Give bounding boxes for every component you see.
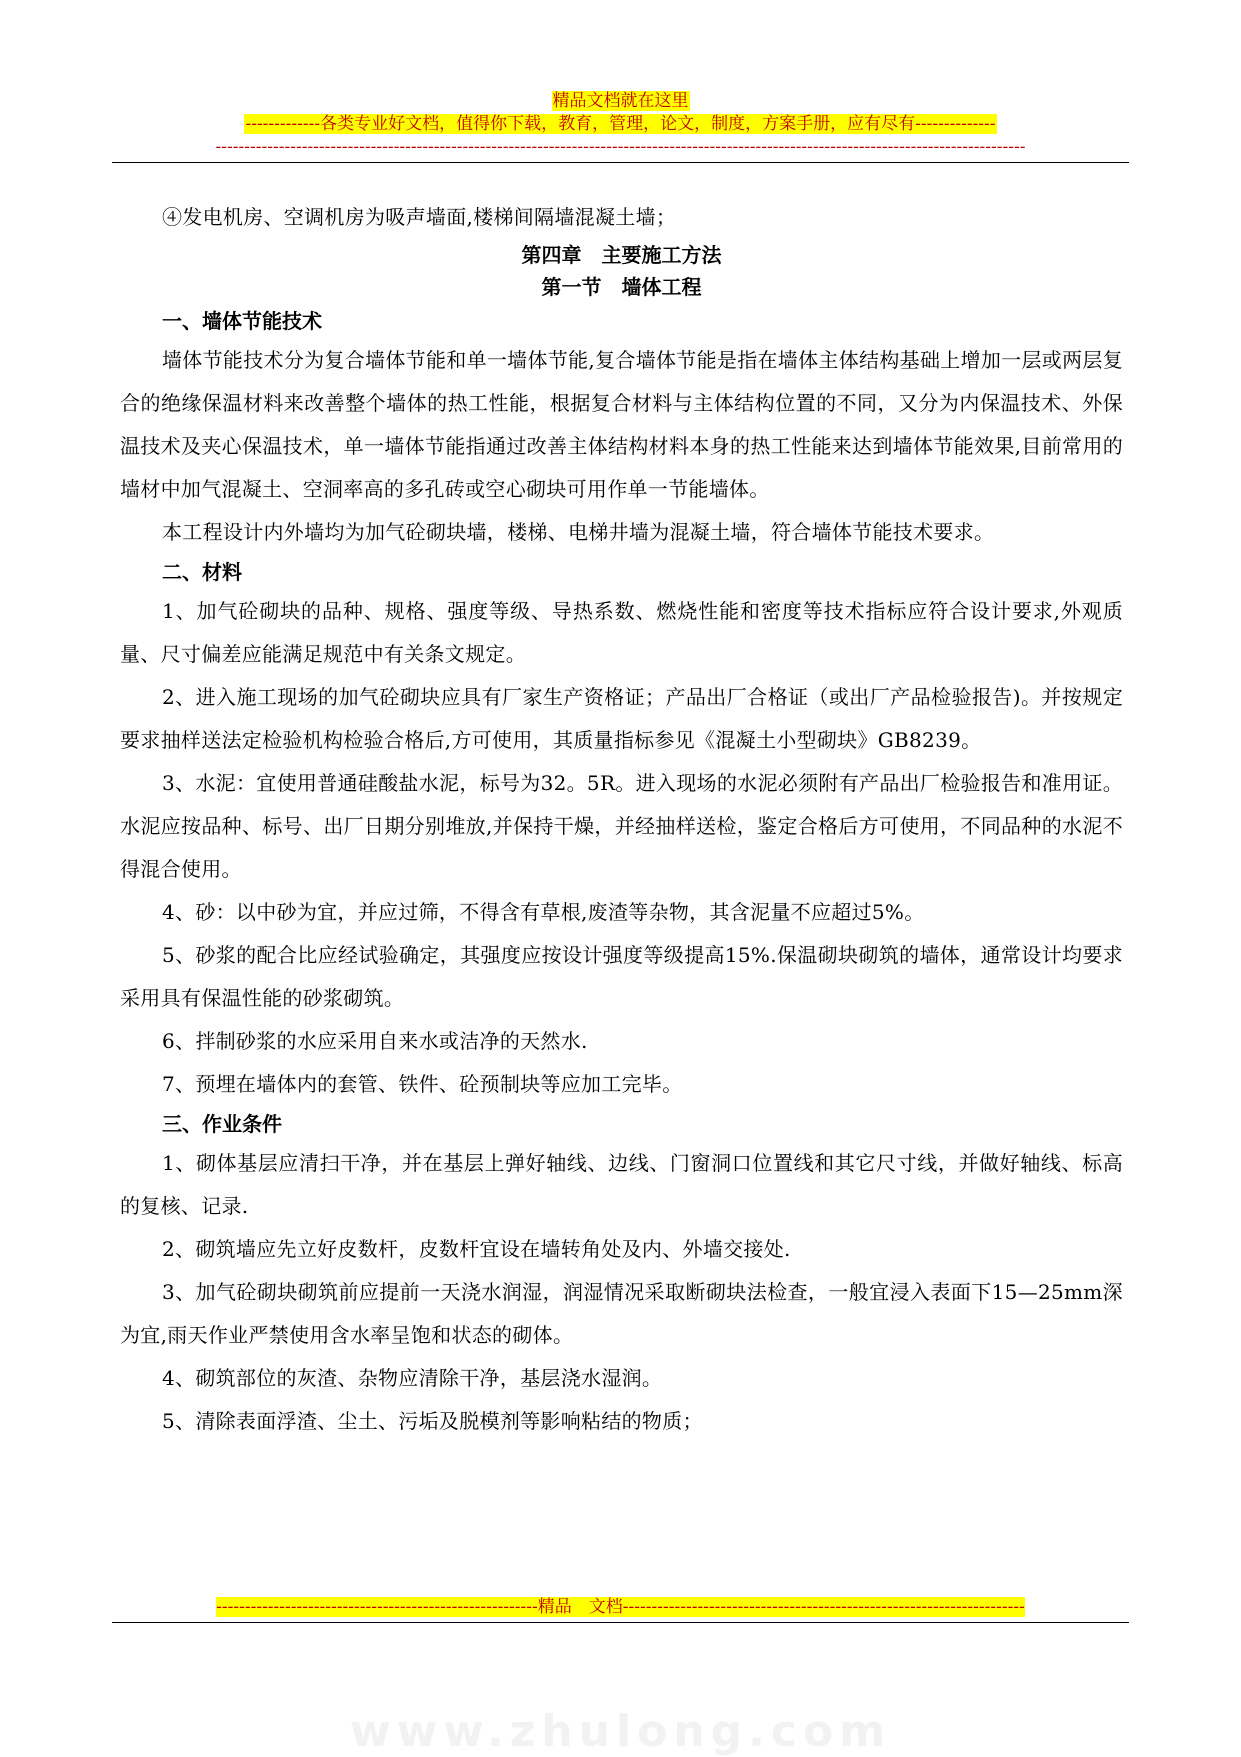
header-dashes-text: --------------------------------------------------------------------------------------------------------------------------------------------- [215,137,1026,157]
condition-item-2: 2、砌筑墙应先立好皮数杆，皮数杆宜设在墙转角处及内、外墙交接处. [162,1237,791,1261]
heading-wall-energy-saving: 一、墙体节能技术 [162,309,322,333]
header-tagline [0,113,1241,135]
footer-banner-text: --------------------------------------------------------精品 文档---------------------------------------------------------------------- [216,1597,1025,1617]
footer-watermark: www.zhulong.com [349,1706,892,1757]
chapter-title: 第四章 主要施工方法 [521,243,722,267]
material-item-4: 4、砂：以中砂为宜，并应过筛，不得含有草根,废渣等杂物，其含泥量不应超过5%。 [162,900,925,924]
document-body [120,196,1123,1443]
material-item-1: 1、加气砼砌块的品种、规格、强度等级、导热系数、燃烧性能和密度等技术指标应符合设计要求,外观质量、尺寸偏差应能满足规范中有关条文规定。 [120,599,1123,666]
material-item-2: 2、进入施工现场的加气砼砌块应具有厂家生产资格证；产品出厂合格证（或出厂产品检验报告)。并按规定要求抽样送法定检验机构检验合格后,方可使用，其质量指标参见《混凝土小型砌块》GB8239。 [120,685,1123,752]
condition-item-3: 3、加气砼砌块砌筑前应提前一天浇水润湿，润湿情况采取断砌块法检查，一般宜浸入表面下15—25mm深为宜,雨天作业严禁使用含水率呈饱和状态的砌体。 [120,1280,1123,1347]
footer-rule [112,1622,1129,1623]
section-title: 第一节 墙体工程 [541,275,702,299]
condition-item-4: 4、砌筑部位的灰渣、杂物应清除干净，基层浇水湿润。 [162,1366,663,1390]
intro-paragraph: ④发电机房、空调机房为吸声墙面,楼梯间隔墙混凝土墙； [162,205,677,229]
material-item-6: 6、拌制砂浆的水应采用自来水或洁净的天然水. [162,1029,588,1053]
paragraph-energy-saving: 墙体节能技术分为复合墙体节能和单一墙体节能,复合墙体节能是指在墙体主体结构基础上增加一层或两层复合的绝缘保温材料来改善整个墙体的热工性能，根据复合材料与主体结构位置的不同，又分为内保温技术、外保温技术及夹心保温技术，单一墙体节能指通过改善主体结构材料本身的热工性能来达到墙体节能效果,目前常用的墙材中加气混凝土、空洞率高的多孔砖或空心砌块可用作单一节能墙体。 [120,348,1123,501]
footer-banner [0,1596,1241,1618]
header-rule [112,162,1129,163]
header-title-text: 精品文档就在这里 [552,91,689,111]
heading-work-conditions: 三、作业条件 [162,1112,282,1136]
header-dashes [0,136,1241,158]
header-title [0,90,1241,112]
header-tagline-text: -------------各类专业好文档，值得你下载，教育，管理，论文，制度，方案手册，应有尽有-------------- [245,114,996,134]
material-item-3: 3、水泥：宜使用普通硅酸盐水泥，标号为32。5R。进入现场的水泥必须附有产品出厂检验报告和准用证。水泥应按品种、标号、出厂日期分别堆放,并保持干燥，并经抽样送检，鉴定合格后方可使用，不同品种的水泥不得混合使用。 [120,771,1123,881]
condition-item-5: 5、清除表面浮渣、尘土、污垢及脱模剂等影响粘结的物质； [162,1409,703,1433]
condition-item-1: 1、砌体基层应清扫干净，并在基层上弹好轴线、边线、门窗洞口位置线和其它尺寸线，并做好轴线、标高的复核、记录. [120,1151,1123,1218]
heading-materials: 二、材料 [162,560,242,584]
material-item-5: 5、砂浆的配合比应经试验确定，其强度应按设计强度等级提高15%.保温砌块砌筑的墙体，通常设计均要求采用具有保温性能的砂浆砌筑。 [120,943,1123,1010]
material-item-7: 7、预埋在墙体内的套管、铁件、砼预制块等应加工完毕。 [162,1072,683,1096]
paragraph-project-design: 本工程设计内外墙均为加气砼砌块墙，楼梯、电梯井墙为混凝土墙，符合墙体节能技术要求。 [162,520,995,544]
